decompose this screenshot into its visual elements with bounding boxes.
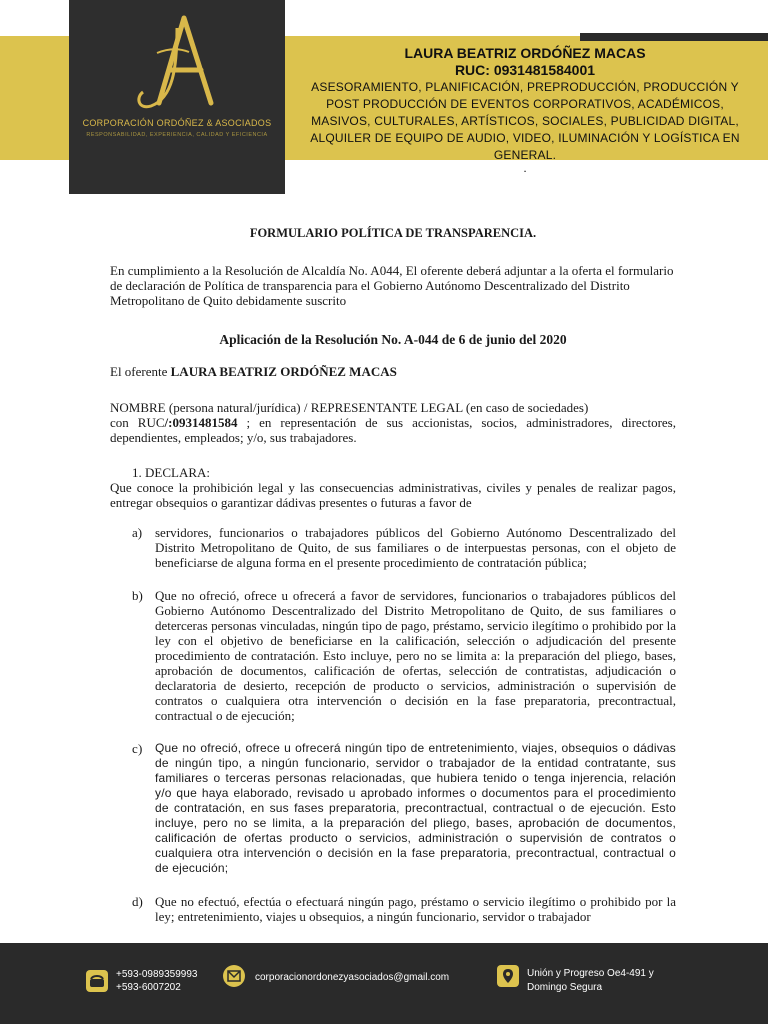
item-text: servidores, funcionarios o trabajadores públicos del Gobierno Autónomo Descentralizado del Distrito Metropolitano de Quito, de sus familiares o de interpuestas personas, con el objeto de beneficiarse de alguna forma en el presente procedimiento de contratación pública; <box>155 525 676 570</box>
form-title: FORMULARIO POLÍTICA DE TRANSPARENCIA. <box>249 226 537 240</box>
ruc-value: /:0931481584 <box>164 415 238 430</box>
phone-1: +593-0989359993 <box>116 969 198 980</box>
list-item <box>110 894 676 924</box>
item-text: Que no ofreció, ofrece u ofrecerá a favor de servidores, funcionarios o trabajadores públicos del Gobierno Autónomo Descentralizado del Distrito Metropolitano de Quito, de sus familiares o deterceras personas vinculadas, ningún tipo de pago, préstamo, servicio ilegítimo o prohibido por la ley con el objetivo de beneficiarse en la calificación, selección o adjudicación del presente procedimiento de contratación. Esto incluye, pero no se limita a: la preparación del pliego, bases, aprobación de documentos, calificación de ofertas, selección de contratistas, adjudicación o declaratoria de desierto, recepción de producto o servicios, administración o supervisión de contratos o cualquiera otra intervención o decisión en la fase preparatoria, precontractual, contractual o de ejecución; <box>155 588 676 723</box>
nombre-line: NOMBRE (persona natural/jurídica) / REPRESENTANTE LEGAL (en caso de sociedades) <box>110 400 589 415</box>
logo-company-name: CORPORACIÓN ORDÓÑEZ & ASOCIADOS <box>82 118 272 128</box>
header-dark-strip <box>580 33 768 41</box>
phone-icon <box>86 970 108 992</box>
intro-paragraph: En cumplimiento a la Resolución de Alcaldía No. A044, El oferente deberá adjuntar a la oferta el formulario de declaración de Política de transparencia para el Gobierno Autónomo Descentralizado del Distrito Metropolitano de Quito debidamente suscrito <box>110 263 674 308</box>
list-item <box>110 741 676 876</box>
ja-monogram-icon <box>129 8 229 118</box>
footer <box>0 943 768 1024</box>
logo-tagline: RESPONSABILIDAD, EXPERIENCIA, CALIDAD Y EFICIENCIA <box>86 132 268 138</box>
header-services: ASESORAMIENTO, PLANIFICACIÓN, PREPRODUCCIÓN, PRODUCCIÓN Y POST PRODUCCIÓN DE EVENTOS CORPORATIVOS, ACADÉMICOS, MASIVOS, CULTURALES, ARTÍSTICOS, SOCIALES, PUBLICIDAD DIGITAL, ALQUILER DE EQUIPO DE AUDIO, VIDEO, ILUMINACIÓN Y LOGÍSTICA EN GENERAL. <box>310 80 740 162</box>
list-item <box>110 525 676 570</box>
header-info <box>295 44 755 175</box>
declara-label: 1. DECLARA: <box>132 465 210 480</box>
representative-block <box>110 400 676 445</box>
item-text: Que no ofreció, ofrece u ofrecerá ningún tipo de entretenimiento, viajes, obsequios o dádivas de ningún tipo, a ningún funcionario, servidor o trabajador de la entidad contratante, sus familiares o terceras personas relacionadas, que hubiera tenido o tenga injerencia, relación y/o que haya elaborado, revisado u aprobado informes o documentos para el procedimiento de contratación, en sus fases preparatoria, precontractual, contractual o de ejecución. Esto incluye, pero no se limita, a la preparación del pliego, bases, aprobación de documentos, calificación de ofertas producto o servicios, administración o supervisión de contratos o cualquiera otra intervención o decisión en la fase preparatoria, precontractual, contractual o de ejecución; <box>155 741 676 875</box>
address-line-1: Unión y Progreso Oe4-491 y <box>527 968 654 979</box>
application-title: Aplicación de la Resolución No. A-044 de 6 de junio del 2020 <box>219 332 567 347</box>
item-label: d) <box>132 894 143 909</box>
oferente-line <box>110 364 676 379</box>
declara-heading <box>110 465 676 480</box>
list-item <box>110 588 676 723</box>
item-text: Que no efectuó, efectúa o efectuará ningún pago, préstamo o servicio ilegítimo o prohibido por la ley; entretenimiento, viajes u obsequios, a ningún funcionario, servidor o trabajador <box>155 894 676 924</box>
header-name: LAURA BEATRIZ ORDÓÑEZ MACAS <box>404 45 646 61</box>
oferente-label: El oferente <box>110 364 168 379</box>
footer-address <box>527 967 654 995</box>
company-logo <box>69 0 285 194</box>
declara-text: Que conoce la prohibición legal y las consecuencias administrativas, civiles y penales de realizar pagos, entregar obsequios o garantizar dádivas presentes o futuras a favor de <box>110 480 676 510</box>
footer-email[interactable]: corporacionordonezyasociados@gmail.com <box>255 972 450 983</box>
item-label: a) <box>132 525 143 540</box>
document-body <box>110 226 676 924</box>
phone-2: +593-6007202 <box>116 982 181 993</box>
ruc-prefix: con RUC <box>110 415 165 430</box>
header-ruc: RUC: 0931481584001 <box>454 62 596 78</box>
location-pin-icon <box>497 965 519 987</box>
address-line-2: Domingo Segura <box>527 982 603 993</box>
item-label: c) <box>132 741 143 756</box>
footer-phones <box>116 968 197 994</box>
header-dot: . <box>523 161 527 175</box>
ruc-rest: ; en representación de sus accionistas, socios, administradores, directores, dependientes, empleados; y/o, sus trabajadores. <box>110 415 676 445</box>
email-icon <box>223 965 245 987</box>
oferente-name: LAURA BEATRIZ ORDÓÑEZ MACAS <box>170 364 397 379</box>
item-label: b) <box>132 588 143 603</box>
